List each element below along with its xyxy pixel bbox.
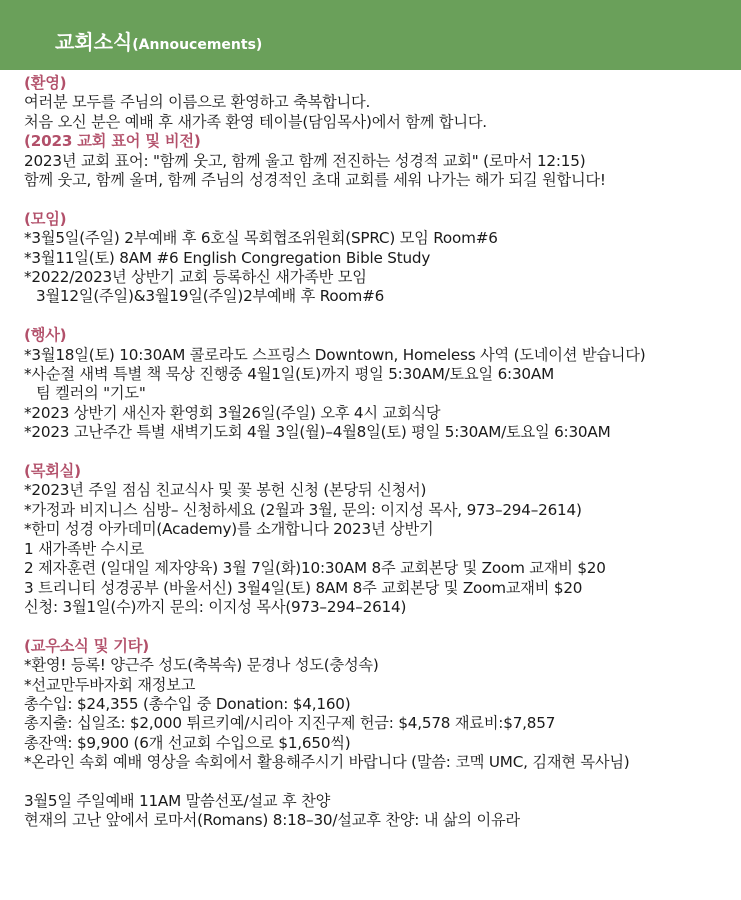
news-line: 총수입: $24,355 (총수입 중 Donation: $4,160) <box>24 694 351 713</box>
spacer <box>24 773 741 792</box>
spacer <box>24 190 741 209</box>
events-line: 팀 켈러의 "기도" <box>36 384 146 403</box>
pastor-line: 신청: 3월1일(수)까지 문의: 이지성 목사(973–294–2614) <box>24 597 407 616</box>
welcome-line: 여러분 모두를 주님의 이름으로 환영하고 축복합니다. <box>24 93 371 112</box>
events-line: *3월18일(토) 10:30AM 콜로라도 스프링스 Downtown, Homeless 사역 (도네이션 받습니다) <box>24 345 646 364</box>
meetings-line: 3월12일(주일)&3월19일(주일)2부예배 후 Room#6 <box>36 287 385 306</box>
news-line: 총지출: 십일조: $2,000 튀르키예/시리아 지진구제 헌금: $4,578 재료비:$7,857 <box>24 714 556 733</box>
spacer <box>24 443 741 462</box>
events-line: *2023 고난주간 특별 새벽기도회 4월 3일(월)–4월8일(토) 평일 5:30AM/토요일 6:30AM <box>24 423 611 442</box>
motto-line: 2023년 교회 표어: "함께 웃고, 함께 울고 함께 전진하는 성경적 교회" (로마서 12:15) <box>24 151 586 170</box>
pastor-line: 3 트리니티 성경공부 (바울서신) 3월4일(토) 8AM 8주 교회본당 및 Zoom교재비 $20 <box>24 578 583 597</box>
page-subtitle: (Annoucements) <box>132 37 263 53</box>
news-line: *온라인 속회 예배 영상을 속회에서 활용해주시기 바랍니다 (말씀: 코멕 UMC, 김재현 목사님) <box>24 753 630 772</box>
motto-line: 함께 웃고, 함께 울며, 함께 주님의 성경적인 초대 교회를 세워 나가는 해가 되길 원합니다! <box>24 171 606 190</box>
events-line: *2023 상반기 새신자 환영회 3월26일(주일) 오후 4시 교회식당 <box>24 403 441 422</box>
page-title-text: 교회소식 <box>55 30 133 54</box>
events-line: *사순절 새벽 특별 책 묵상 진행중 4월1일(토)까지 평일 5:30AM/토요일 6:30AM <box>24 365 554 384</box>
header-bar <box>0 0 741 70</box>
motto-heading: (2023 교회 표어 및 비전) <box>24 132 201 151</box>
news-line: 총잔액: $9,900 (6개 선교회 수입으로 $1,650씩) <box>24 733 351 752</box>
pastor-line: *가정과 비지니스 심방– 신청하세요 (2월과 3월, 문의: 이지성 목사, 973–294–2614) <box>24 500 582 519</box>
announcements-body <box>0 70 741 831</box>
pastor-line: *한미 성경 아카데미(Academy)를 소개합니다 2023년 상반기 <box>24 520 434 539</box>
meetings-heading: (모임) <box>24 209 67 228</box>
pastor-line: *2023년 주일 점심 친교식사 및 꽃 봉헌 신청 (본당뒤 신청서) <box>24 481 427 500</box>
pastor-heading: (목회실) <box>24 462 81 481</box>
pastor-line: 1 새가족반 수시로 <box>24 539 145 558</box>
spacer <box>24 617 741 636</box>
events-heading: (행사) <box>24 326 67 345</box>
news-heading: (교우소식 및 기타) <box>24 636 149 655</box>
spacer <box>24 307 741 326</box>
worship-line: 현재의 고난 앞에서 로마서(Romans) 8:18–30/설교후 찬양: 내 삶의 이유라 <box>24 811 520 830</box>
page-title <box>55 26 262 55</box>
meetings-line: *3월5일(주일) 2부예배 후 6호실 목회협조위원회(SPRC) 모임 Room#6 <box>24 229 498 248</box>
meetings-line: *3월11일(토) 8AM #6 English Congregation Bible Study <box>24 248 431 267</box>
welcome-heading: (환영) <box>24 74 67 92</box>
pastor-line: 2 제자훈련 (일대일 제자양육) 3월 7일(화)10:30AM 8주 교회본당 및 Zoom 교재비 $20 <box>24 559 606 578</box>
meetings-line: *2022/2023년 상반기 교회 등록하신 새가족반 모임 <box>24 268 367 287</box>
welcome-line: 처음 오신 분은 예배 후 새가족 환영 테이블(담임목사)에서 함께 합니다. <box>24 112 487 131</box>
news-line: *환영! 등록! 양근주 성도(축복속) 문경나 성도(충성속) <box>24 656 379 675</box>
worship-line: 3월5일 주일예배 11AM 말씀선포/설교 후 찬양 <box>24 791 331 810</box>
news-line: *선교만두바자회 재정보고 <box>24 675 196 694</box>
